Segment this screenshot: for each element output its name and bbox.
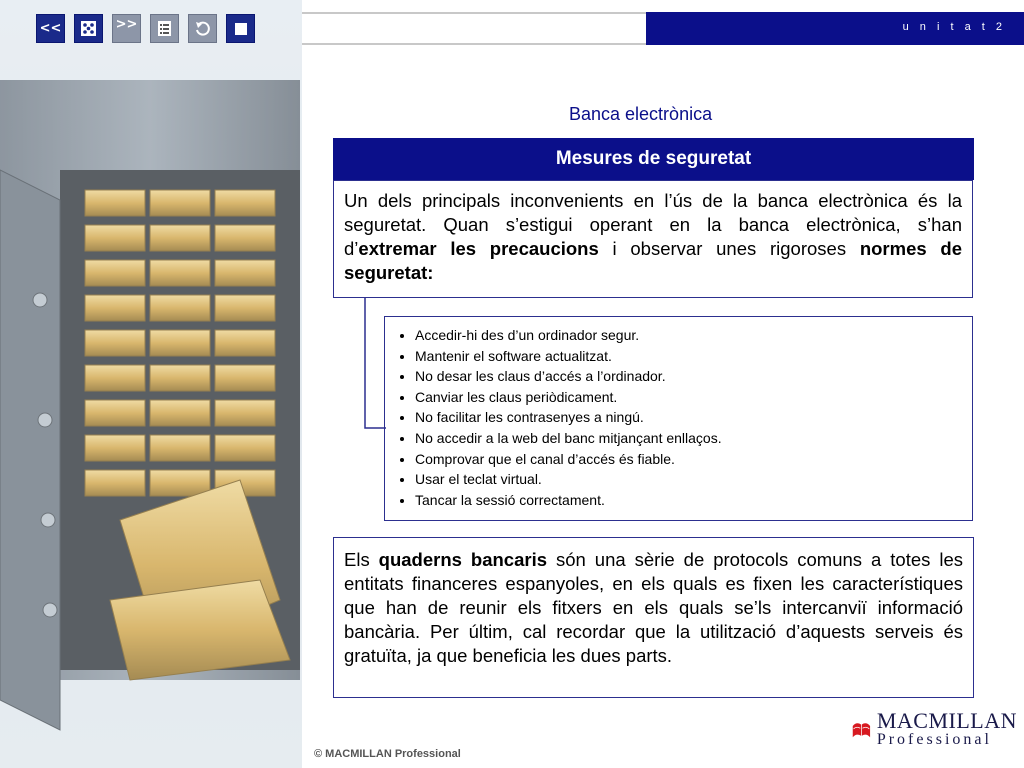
dots-grid-icon (80, 20, 97, 37)
outro-text: Els (344, 549, 379, 570)
intro-text-box (333, 180, 973, 298)
connector-line (364, 298, 386, 430)
header-band (646, 12, 1024, 45)
list-item: • No facilitar les contrasenyes a ningú. (415, 407, 962, 428)
intro-bold-rules: normes de seguretat: (344, 238, 962, 283)
forward-arrows-icon: >> (115, 17, 138, 32)
security-rules-list (397, 325, 962, 510)
outro-bold-notebooks: quaderns bancaris (378, 549, 548, 570)
back-arrows-icon: << (39, 21, 62, 36)
document-button[interactable] (150, 14, 179, 43)
intro-text: Un dels principals inconvenients en l’ús de la banca electrònica és la seguretat. Quan s’estigui operant en la banca electrònica, s’han d’ (344, 190, 962, 259)
intro-bold-precautions: extremar les precaucions (358, 238, 599, 259)
unit-label: u n i t a t 2 (902, 21, 1006, 33)
security-rules-box (384, 316, 973, 521)
forward-button[interactable] (112, 14, 141, 43)
list-item: • No desar les claus d’accés a l’ordinador. (415, 366, 962, 387)
vault-illustration (0, 0, 302, 768)
copyright: © MACMILLAN Professional (314, 748, 461, 760)
undo-icon (194, 20, 212, 38)
list-item: • Tancar la sessió correctament. (415, 490, 962, 511)
square-icon (234, 22, 248, 36)
macmillan-logo (852, 705, 1017, 753)
document-icon (157, 20, 172, 37)
page-title: Banca electrònica (569, 104, 713, 124)
vault-image (0, 0, 302, 768)
box-header: Mesures de seguretat (333, 138, 974, 180)
list-item: • Usar el teclat virtual. (415, 469, 962, 490)
bank-notebooks-box (333, 537, 974, 698)
list-item: • No accedir a la web del banc mitjançant enllaços. (415, 428, 962, 449)
list-item: • Accedir-hi des d’un ordinador segur. (415, 325, 962, 346)
nav-toolbar (36, 14, 255, 43)
header-rule (302, 12, 646, 45)
list-item: • Mantenir el software actualitzat. (415, 346, 962, 367)
outro-text-continued: són una sèrie de protocols comuns a totes les entitats financeres espanyoles, en els quals es fixen les característiques que han de reunir els fitxers en els quals se’ls intercanviï informació bancària. Per últim, cal recordar que la utilització d’aquests serveis és gratuïta, ja que beneficia les dues parts. (344, 549, 963, 666)
logo-wordmark: MACMILLAN (876, 708, 1017, 733)
back-button[interactable] (36, 14, 65, 43)
undo-button[interactable] (188, 14, 217, 43)
list-item: • Comprovar que el canal d’accés és fiable. (415, 449, 962, 470)
stop-button[interactable] (226, 14, 255, 43)
logo-subtitle: Professional (876, 731, 992, 748)
list-item: • Canviar les claus periòdicament. (415, 387, 962, 408)
intro-text-continued: i observar unes rigoroses (598, 238, 860, 259)
index-button[interactable] (74, 14, 103, 43)
macmillan-flag-icon (852, 707, 871, 751)
